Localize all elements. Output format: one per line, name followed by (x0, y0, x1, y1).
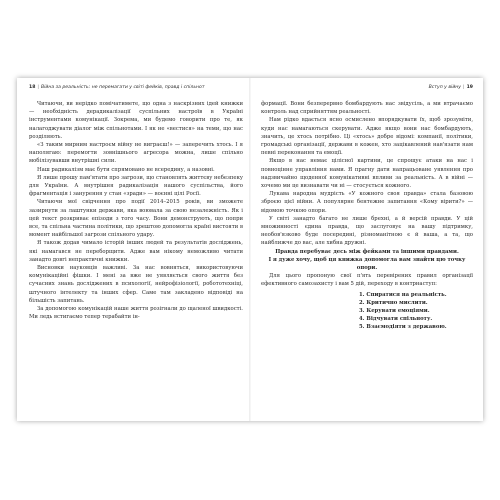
left-page (29, 85, 243, 321)
paragraph: «З таким мирним настроєм війну не виграєш!» — заперечить хтось. І я наполягаю: перемогти зовнішнього агресора можна, лише спільно мобілізувавши внутрішні сили. (29, 142, 243, 165)
list-item: 3. Керувати емоціями. (359, 308, 430, 315)
right-page (261, 85, 473, 332)
list-item: 4. Відчувати спільноту. (359, 316, 433, 323)
paragraph: Якщо в нас немає цілісної картини, це спрощує атаки на нас і повноцінне управління нами. Я прагну дати напрацьоване уявлення про надзвичайно щоденної комунікативні впливи за реальність. А в війні — хочемо ми це визнавати чи ні — стосується кожного. (261, 158, 473, 190)
rules-list (261, 291, 473, 332)
bold-statement: Правда перебуває десь між фейками та іншими правдами. (275, 248, 459, 255)
bold-statement: І я дуже хочу, щоб ця книжка допомогла вам знайти цю точку опори. (268, 256, 466, 272)
left-page-header (29, 85, 243, 91)
paragraph: Лукава народна мудрість «У кожного своя правда» стала базовою зброєю цієї війни. А популярне бентежне запитання «Кому вірити?» — відомою точкою опори. (261, 191, 473, 214)
paragraph: Висновки науковців важливі. За нас вовняться, використовуючи комунікаційні фішки. І мені за вже не уявляється свого життя без сучасних знань досліджених в психології, нейрофізіології, робототехніці, штучного інтелекту та інших сфер. Саме там закладено відповіді на більшість запитань. (29, 265, 243, 304)
paragraph: За допомогою комунікацій наше життя розігнали до щаленої швидкості. Ми ледь встигаємо тепер терабайти ін- (29, 306, 243, 321)
list-intro: Для цього пропоную свої п'ять перевірених правил організації ефективного самозахисту і вам 5 дій, переходу в контрнаступ: (261, 273, 473, 288)
list-item: 2. Критично мислити. (359, 299, 428, 306)
list-item: 1. Спиратися на реальність. (359, 291, 447, 298)
paragraph: Нам рідко вдається ясно осмислено впорядкувати їх, щоб зрозуміти, куди нас намагаються скерувати. Адже якщо вони нас бомбардують, значить, це хтось потрібно. Ці «хтось» добре відомі: компанії, політики, громадські організації, держави в кожен, хто зацікавлений нав'язати нам певні переконання та емоції. (261, 117, 473, 157)
header-separator: | (463, 85, 465, 90)
paragraph: Я також додав чимало історій інших людей та результатів досліджень, які намагався не переборщити. Адже вам нікому неможливо читати занадто довгі непрактичні книжки. (29, 240, 243, 263)
right-page-header (261, 85, 473, 91)
list-item: 5. Взаємодіяти з державою. (359, 324, 447, 331)
book-spread (17, 78, 483, 421)
paragraph: Читаючи, ви нерідко помічатимете, що одна з наскрізних ідей книжки — необхідність дерадикалізації суспільних настроїв в Україні інструментами комунікації. Зокрема, ми будемо говорити про те, як налагоджувати діалог між спільнотами. І як не «вестися» на теми, що нас розділяють. (29, 101, 243, 140)
paragraph: Читаючи мої свідчення про події 2014–2015 років, ви зможете зазирнути за лаштунки держави, яка воювала за свою незалежність. Як і цей текст розкриває епізоди з того часу. Вони демонструють, що попри все, та спільна частина політики, що зрештою допомогла країні вистояти в момент найбільшої загрози спільного удару. (29, 199, 243, 239)
book-gutter (249, 78, 251, 421)
paragraph: Я лише прошу пам'ятати про загрози, що становлять життєву небезпеку для України. А внутрішня радикалізація нашого суспільства, його фрагментація і занурення у стан «зради» — воєнні цілі Росії. (29, 174, 243, 198)
header-separator: | (37, 85, 39, 90)
left-running-title: Війна за реальність: не перемагати у світі фейків, правд і спільнот (40, 85, 205, 90)
right-running-title: Вступ у війну (428, 85, 462, 90)
left-page-number: 18 (29, 85, 36, 90)
right-page-number: 19 (466, 85, 473, 90)
paragraph: формації. Вони безперервно бомбардують нас звідусіль, а ми втрачаємо контроль над сприйняттям реальності. (261, 101, 473, 116)
paragraph: Наш радикалізм має бути спрямовано не всередину, а назовні. (37, 166, 215, 173)
paragraph: У світі занадто багато не лише брехні, а й версій правди. У цій множинності єдина правда, що заслуговує на вашу підтримку, необов'язково буде посередині, різноманітною є й ваша, а та, що найближче до вас, але хибна дружні. (261, 215, 473, 247)
